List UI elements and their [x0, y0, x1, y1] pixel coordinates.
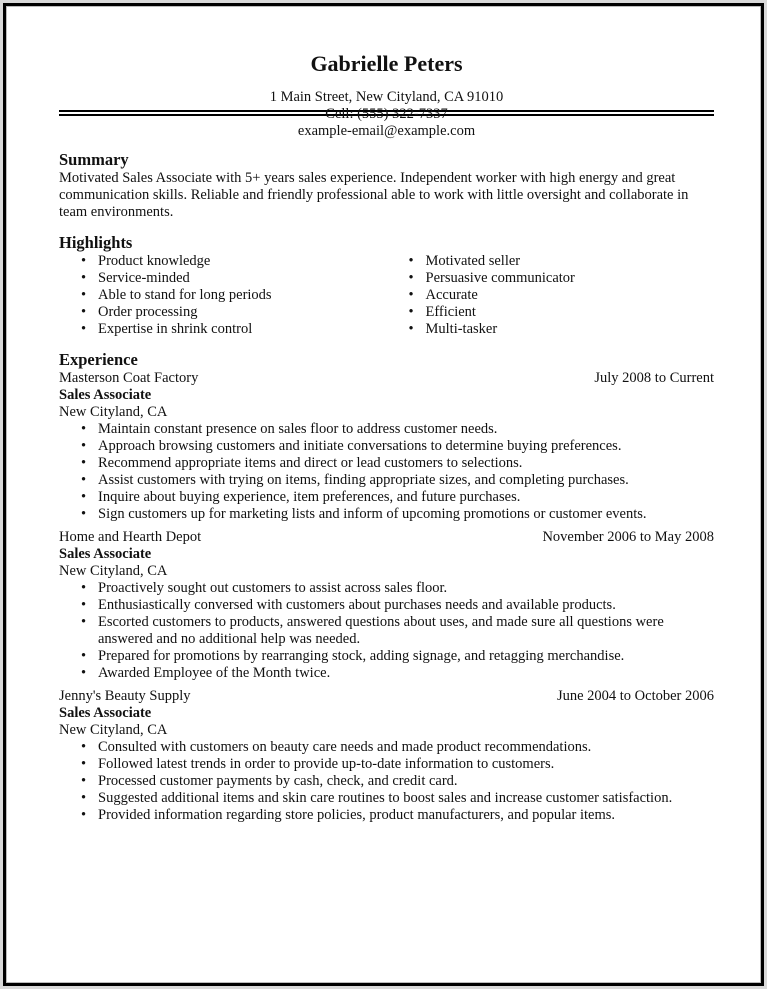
job-location: New Cityland, CA: [59, 404, 168, 420]
job-bullet: • Followed latest trends in order to provide up-to-date information to customers.: [59, 756, 714, 773]
job-bullets: [59, 421, 714, 523]
summary-text: Motivated Sales Associate with 5+ years sales experience. Independent worker with high energy and great communication skills. Reliable and friendly professional able to work with little oversight and collaborate in team environments.: [59, 170, 689, 220]
job-title: Sales Associate: [59, 546, 152, 562]
job-location: New Cityland, CA: [59, 722, 168, 738]
job-dates: July 2008 to Current: [594, 370, 714, 386]
highlight-item: • Order processing: [59, 304, 387, 321]
job-bullet: • Approach browsing customers and initiate conversations to determine buying preferences.: [59, 438, 714, 455]
job-header: [59, 370, 714, 387]
job-bullet: • Assist customers with trying on items, finding appropriate sizes, and completing purchases.: [59, 472, 714, 489]
email: example-email@example.com: [297, 123, 476, 139]
address: 1 Main Street, New Cityland, CA 91010: [269, 89, 504, 105]
job-bullets: [59, 739, 714, 824]
highlight-item: • Multi-tasker: [387, 321, 715, 338]
summary-section: [59, 150, 714, 221]
job-bullet: • Sign customers up for marketing lists and inform of upcoming promotions or customer events.: [59, 506, 714, 523]
job-bullet: • Prepared for promotions by rearranging stock, adding signage, and retagging merchandise.: [59, 648, 714, 665]
experience-heading: Experience: [59, 350, 138, 369]
highlight-item: • Service-minded: [59, 270, 387, 287]
job-bullet: • Escorted customers to products, answered questions about uses, and made sure all questions were answered and no additional help was needed.: [59, 614, 714, 648]
job-dates: June 2004 to October 2006: [556, 688, 714, 704]
company-name: Jenny's Beauty Supply: [59, 688, 191, 704]
company-name: Home and Hearth Depot: [59, 529, 202, 545]
summary-heading: Summary: [59, 150, 129, 169]
experience-section: [59, 350, 714, 824]
job-dates: November 2006 to May 2008: [542, 529, 714, 545]
job-bullet: • Enthusiastically conversed with customers about purchases needs and available products.: [59, 597, 714, 614]
job-bullet: • Provided information regarding store policies, product manufacturers, and popular items.: [59, 807, 714, 824]
candidate-name: Gabrielle Peters: [310, 51, 463, 76]
highlight-item: • Expertise in shrink control: [59, 321, 387, 338]
highlights-section: [59, 233, 714, 338]
job-title: Sales Associate: [59, 387, 152, 403]
job-location: New Cityland, CA: [59, 563, 168, 579]
company-name: Masterson Coat Factory: [59, 370, 199, 386]
resume-page: [3, 3, 764, 986]
highlight-item: • Motivated seller: [387, 253, 715, 270]
job-entry: [59, 688, 714, 824]
highlights-left-list: [59, 253, 387, 338]
job-bullet: • Processed customer payments by cash, check, and credit card.: [59, 773, 714, 790]
job-header: [59, 529, 714, 546]
job-header: [59, 688, 714, 705]
job-entry: [59, 529, 714, 682]
job-entry: [59, 370, 714, 523]
phone: Cell: (555) 322-7337: [325, 106, 448, 122]
job-bullets: [59, 580, 714, 682]
job-bullet: • Suggested additional items and skin care routines to boost sales and increase customer satisfaction.: [59, 790, 714, 807]
highlights-right-list: [387, 253, 715, 338]
highlight-item: • Able to stand for long periods: [59, 287, 387, 304]
highlights-heading: Highlights: [59, 233, 133, 252]
resume-body: [59, 150, 714, 830]
contact-block: [59, 89, 714, 140]
job-bullet: • Inquire about buying experience, item preferences, and future purchases.: [59, 489, 714, 506]
highlight-item: • Persuasive communicator: [387, 270, 715, 287]
highlight-item: • Efficient: [387, 304, 715, 321]
highlight-item: • Accurate: [387, 287, 715, 304]
job-title: Sales Associate: [59, 705, 152, 721]
job-bullet: • Recommend appropriate items and direct or lead customers to selections.: [59, 455, 714, 472]
highlight-item: • Product knowledge: [59, 253, 387, 270]
job-bullet: • Proactively sought out customers to assist across sales floor.: [59, 580, 714, 597]
job-bullet: • Maintain constant presence on sales floor to address customer needs.: [59, 421, 714, 438]
job-bullet: • Awarded Employee of the Month twice.: [59, 665, 714, 682]
job-bullet: • Consulted with customers on beauty care needs and made product recommendations.: [59, 739, 714, 756]
